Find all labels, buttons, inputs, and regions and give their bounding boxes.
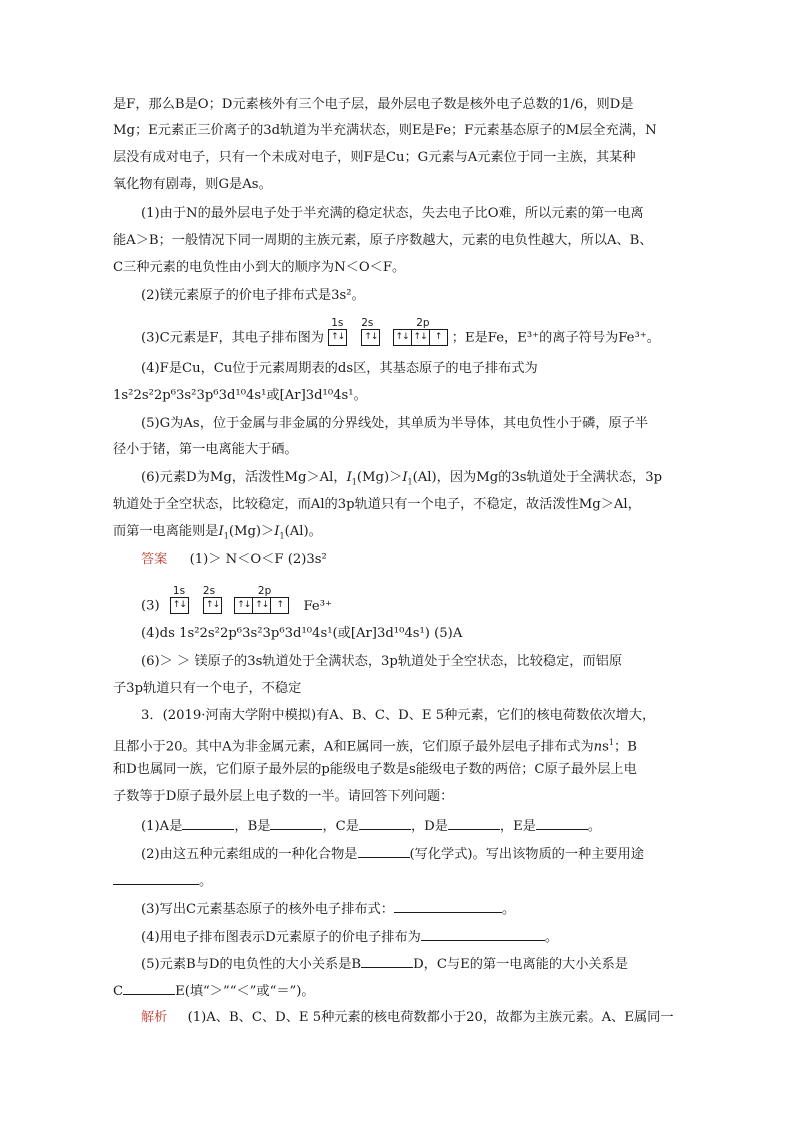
orbital-label: 2p	[416, 317, 430, 329]
ionization-symbol: I	[346, 470, 352, 485]
question-line: 子数等于D原子最外层上电子数的一半。请回答下列问题：	[113, 789, 454, 804]
text-line: 1s²2s²2p⁶3s²3p⁶3d¹⁰4s¹或[Ar]3d¹⁰4s¹。	[113, 388, 367, 403]
answer-label: 答案	[141, 552, 168, 567]
orbital-diagram	[328, 317, 447, 348]
answer-blank[interactable]	[123, 980, 175, 995]
text-line: (1)由于N的最外层电子处于半充满的稳定状态，失去电子比O难，所以元素的第一电离	[141, 206, 644, 221]
orbital-cell: ↑	[434, 332, 442, 342]
text-line: 能A＞B；一般情况下同一周期的主族元素，原子序数越大，元素的电负性越大，所以A、B、	[113, 233, 653, 248]
answer-blank[interactable]	[358, 843, 410, 858]
text-line: 层没有成对电子，只有一个未成对电子，则F是Cu；G元素与A元素位于同一主族，其某种	[113, 150, 636, 165]
question-line: (5)元素B与D的电负性的大小关系是B D，C与E的第一电离能的大小关系是	[141, 953, 628, 975]
orbital-cell: ↑↓	[172, 600, 186, 610]
question-line: (4)用电子排布图表示D元素原子的价电子排布为 。	[141, 926, 558, 948]
answer-blank[interactable]	[394, 898, 502, 913]
question-line: 3．(2019·河南大学附中模拟)有A、B、C、D、E 5种元素，它们的核电荷数依次增大，	[141, 708, 656, 723]
answer-line: 子3p轨道只有一个电子，不稳定	[113, 681, 302, 696]
answer-blank[interactable]	[536, 815, 588, 830]
solution-label: 解析	[141, 1010, 168, 1025]
answer-blank[interactable]	[421, 926, 545, 941]
text-line: Mg；E元素正三价离子的3d轨道为半充满状态，则E是Fe；F元素基态原子的M层全充满，N	[113, 123, 657, 138]
text-line: (6)元素D为Mg，活泼性Mg＞Al，$I_1(Mg)>I_1(Al)$，因为Mg的3s轨道处于全满状态，3p	[141, 470, 663, 487]
text-line: 轨道处于全空状态，比较稳定，而Al的3p轨道只有一个电子，不稳定，故活泼性Mg＞Al，	[113, 497, 641, 512]
text-line: (4)F是Cu，Cu位于元素周期表的ds区，其基态原子的电子排布式为	[141, 361, 538, 376]
orbital-cell: ↑↓	[364, 332, 378, 342]
question-line: 。	[113, 870, 212, 892]
text-line: 是F，那么B是O；D元素核外有三个电子层，最外层电子数是核外电子总数的1/6，则D是	[113, 97, 634, 112]
answer-blank[interactable]	[182, 815, 234, 830]
orbital-cell: ↑↓	[206, 600, 220, 610]
question-line: (2)由这五种元素组成的一种化合物是 (写化学式)。写出该物质的一种主要用途	[141, 843, 644, 865]
question-line: C E(填“＞”“＜”或“＝”)。	[113, 980, 315, 1002]
answer-line: (6)＞ ＞ 镁原子的3s轨道处于全满状态，3p轨道处于全空状态，比较稳定，而铝原	[141, 654, 623, 669]
answer-blank[interactable]	[270, 815, 322, 830]
answer-line: 答案 (1)＞ N＜O＜F (2)3s²	[141, 552, 327, 567]
orbital-cell: ↑↓	[412, 330, 430, 345]
answer-line: (4)ds 1s²2s²2p⁶3s²3p⁶3d¹⁰4s¹(或[Ar]3d¹⁰4s¹) (5)A	[141, 626, 463, 641]
question-line: (1)A是 ，B是 ，C是 ，D是 ，E是 。	[141, 815, 601, 837]
text-line: (5)G为As，位于金属与非金属的分界线处，其单质为半导体，其电负性小于磷，原子半	[141, 416, 649, 431]
answer-blank[interactable]	[113, 870, 199, 885]
text-line: 径小于锗，第一电离能大于硒。	[113, 442, 298, 457]
orbital-label: 2s	[361, 317, 374, 329]
orbital-label: 1s	[172, 585, 186, 597]
orbital-label: 2s	[202, 585, 216, 597]
orbital-label: 2p	[257, 585, 272, 597]
orbital-label: 1s	[331, 317, 344, 329]
text-line-orbital: (3)C元素是F，其电子排布图为 1s 2s 2p ↑↓ ↑↓ ↑↓ ↑↓ ↑ ；E是Fe，E³⁺的离子符号为Fe³⁺。	[141, 328, 660, 349]
question-line: 和D也属同一族，它们原子最外层的p能级电子数是s能级电子数的两倍；C原子最外层上电	[113, 762, 637, 777]
question-line: 且都小于20。其中A为非金属元素，A和E属同一族，它们原子最外层电子排布式为$ns^1$；B	[113, 738, 637, 755]
answer-blank[interactable]	[361, 953, 413, 968]
solution-line: 解析 (1)A、B、C、D、E 5种元素的核电荷数都小于20，故都为主族元素。A、E属同一	[141, 1010, 674, 1025]
orbital-cell: ↑↓	[235, 598, 253, 613]
orbital-cell: ↑↓	[394, 330, 412, 345]
text-line: C三种元素的电负性由小到大的顺序为N＜O＜F。	[113, 260, 406, 275]
orbital-cell: ↑↓	[331, 332, 345, 342]
orbital-cell: ↑↓	[253, 598, 271, 613]
text-line: (2)镁元素原子的价电子排布式是3s²。	[141, 288, 365, 303]
answer-blank[interactable]	[448, 815, 500, 830]
text-line: 而第一电离能则是$I_1(Mg)>I_1(Al)$。	[113, 524, 322, 541]
orbital-cell: ↑	[276, 600, 284, 610]
answer-orbital-line: (3) 1s 2s 2p ↑↓ ↑↓ ↑↓ ↑↓ ↑ Fe³⁺	[141, 596, 332, 617]
answer-blank[interactable]	[359, 815, 411, 830]
question-line: (3)写出C元素基态原子的核外电子排布式： 。	[141, 898, 515, 920]
text-line: 氧化物有剧毒，则G是As。	[113, 177, 272, 192]
